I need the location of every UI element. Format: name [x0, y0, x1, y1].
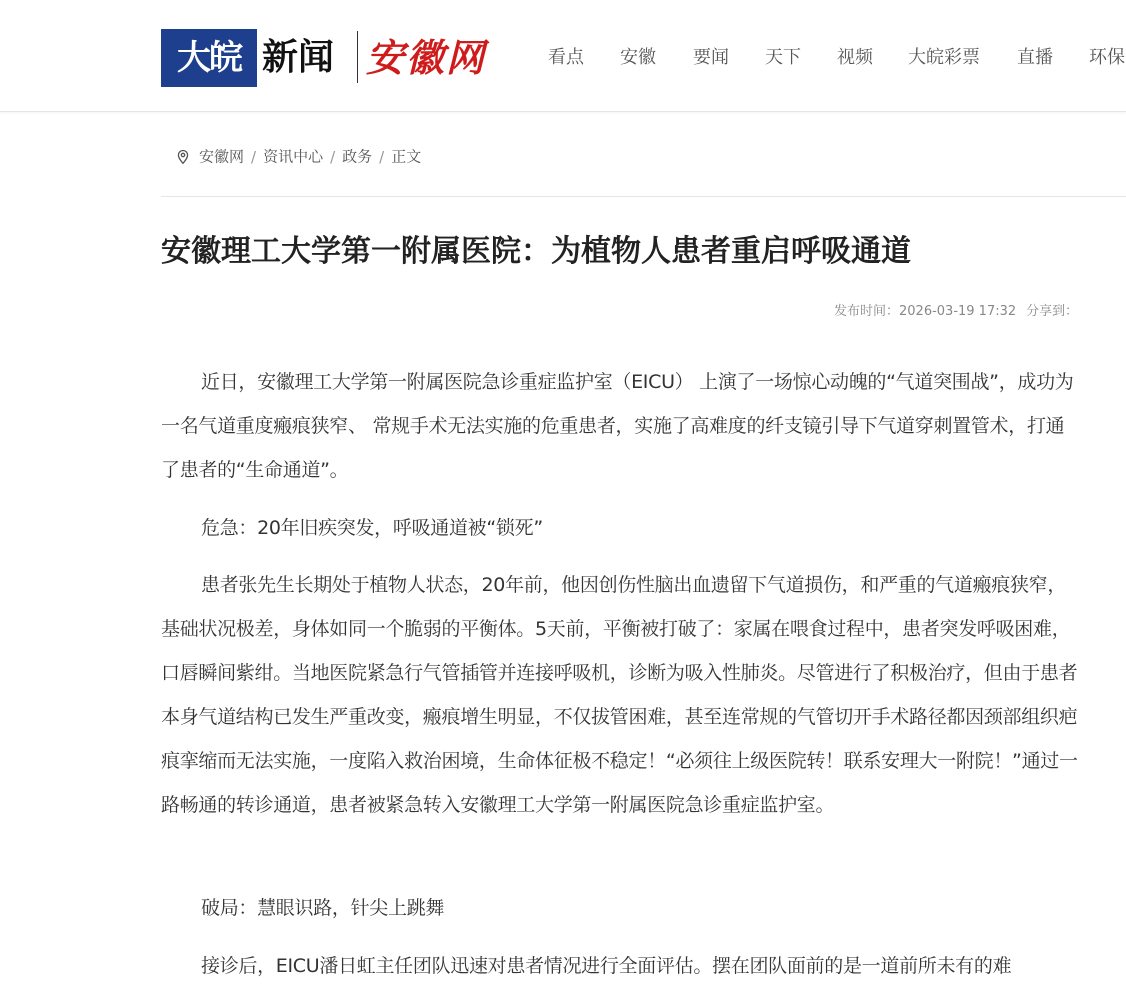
breadcrumb-news-center[interactable]: 资讯中心: [263, 147, 324, 166]
breadcrumb-home[interactable]: 安徽网: [199, 147, 245, 166]
publish-time: 发布时间：2026-03-19 17:32: [834, 304, 1017, 319]
share-label: 分享到：: [1026, 304, 1079, 319]
breadcrumb: [175, 144, 421, 168]
article-subheading: 危急：20年旧疾突发，呼吸通道被“锁死”: [201, 517, 543, 539]
breadcrumb-separator: /: [379, 147, 385, 166]
article-meta: [834, 300, 1088, 319]
anhui-net-logo[interactable]: 安徽网: [366, 35, 487, 80]
breadcrumb-separator: /: [251, 147, 257, 166]
article-subheading: 破局：慧眼识路，针尖上跳舞: [201, 897, 445, 919]
location-pin-icon: [175, 149, 191, 165]
article-paragraph: 患者张先生长期处于植物人状态，20年前，他因创伤性脑出血遗留下气道损伤，和严重的气道瘢痕狭窄，基础状况极差，身体如同一个脆弱的平衡体。5天前，平衡被打破了：家属在喂食过程中，患者突发呼吸困难，口唇瞬间紫绀。当地医院紧急行气管插管并连接呼吸机，诊断为吸入性肺炎。尽管进行了积极治疗，但由于患者本身气道结构已发生严重改变，瘢痕增生明显，不仅拔管困难，甚至连常规的气管切开手术路径都因颈部组织疤痕挛缩而无法实施，一度陷入救治困境，生命体征极不稳定！“必须往上级医院转！联系安理大一附院！”通过一路畅通的转诊通道，患者被紧急转入安徽理工大学第一附属医院急诊重症监护室。: [161, 574, 1078, 816]
dawan-logo[interactable]: 大皖: [161, 29, 257, 87]
nav-item-live[interactable]: 直播: [1017, 47, 1053, 68]
article-paragraph: 接诊后，EICU潘日虹主任团队迅速对患者情况进行全面评估。摆在团队面前的是一道前所未有的难: [201, 955, 1012, 977]
nav-item-environment[interactable]: 环保: [1089, 47, 1125, 68]
logo-news-text[interactable]: 新闻: [262, 37, 335, 78]
article-title: 安徽理工大学第一附属医院：为植物人患者重启呼吸通道: [161, 234, 911, 269]
nav-item-tianxia[interactable]: 天下: [765, 47, 801, 68]
breadcrumb-politics[interactable]: 政务: [342, 147, 373, 166]
nav-item-yaowen[interactable]: 要闻: [693, 47, 729, 68]
nav-item-video[interactable]: 视频: [837, 47, 873, 68]
nav-item-lottery[interactable]: 大皖彩票: [908, 47, 980, 68]
nav-item-anhui[interactable]: 安徽: [620, 47, 656, 68]
nav-item-kandian[interactable]: 看点: [548, 47, 584, 68]
breadcrumb-separator: /: [330, 147, 336, 166]
logo-divider: [357, 31, 358, 83]
breadcrumb-current: 正文: [391, 147, 422, 166]
site-header: [0, 0, 1126, 112]
article-paragraph: 近日，安徽理工大学第一附属医院急诊重症监护室（EICU） 上演了一场惊心动魄的“气道突围战”，成功为一名气道重度瘢痕狭窄、 常规手术无法实施的危重患者，实施了高难度的纤支镜引导下气道穿刺置管术，打通了患者的“生命通道”。: [161, 371, 1074, 481]
breadcrumb-divider: [161, 196, 1126, 197]
